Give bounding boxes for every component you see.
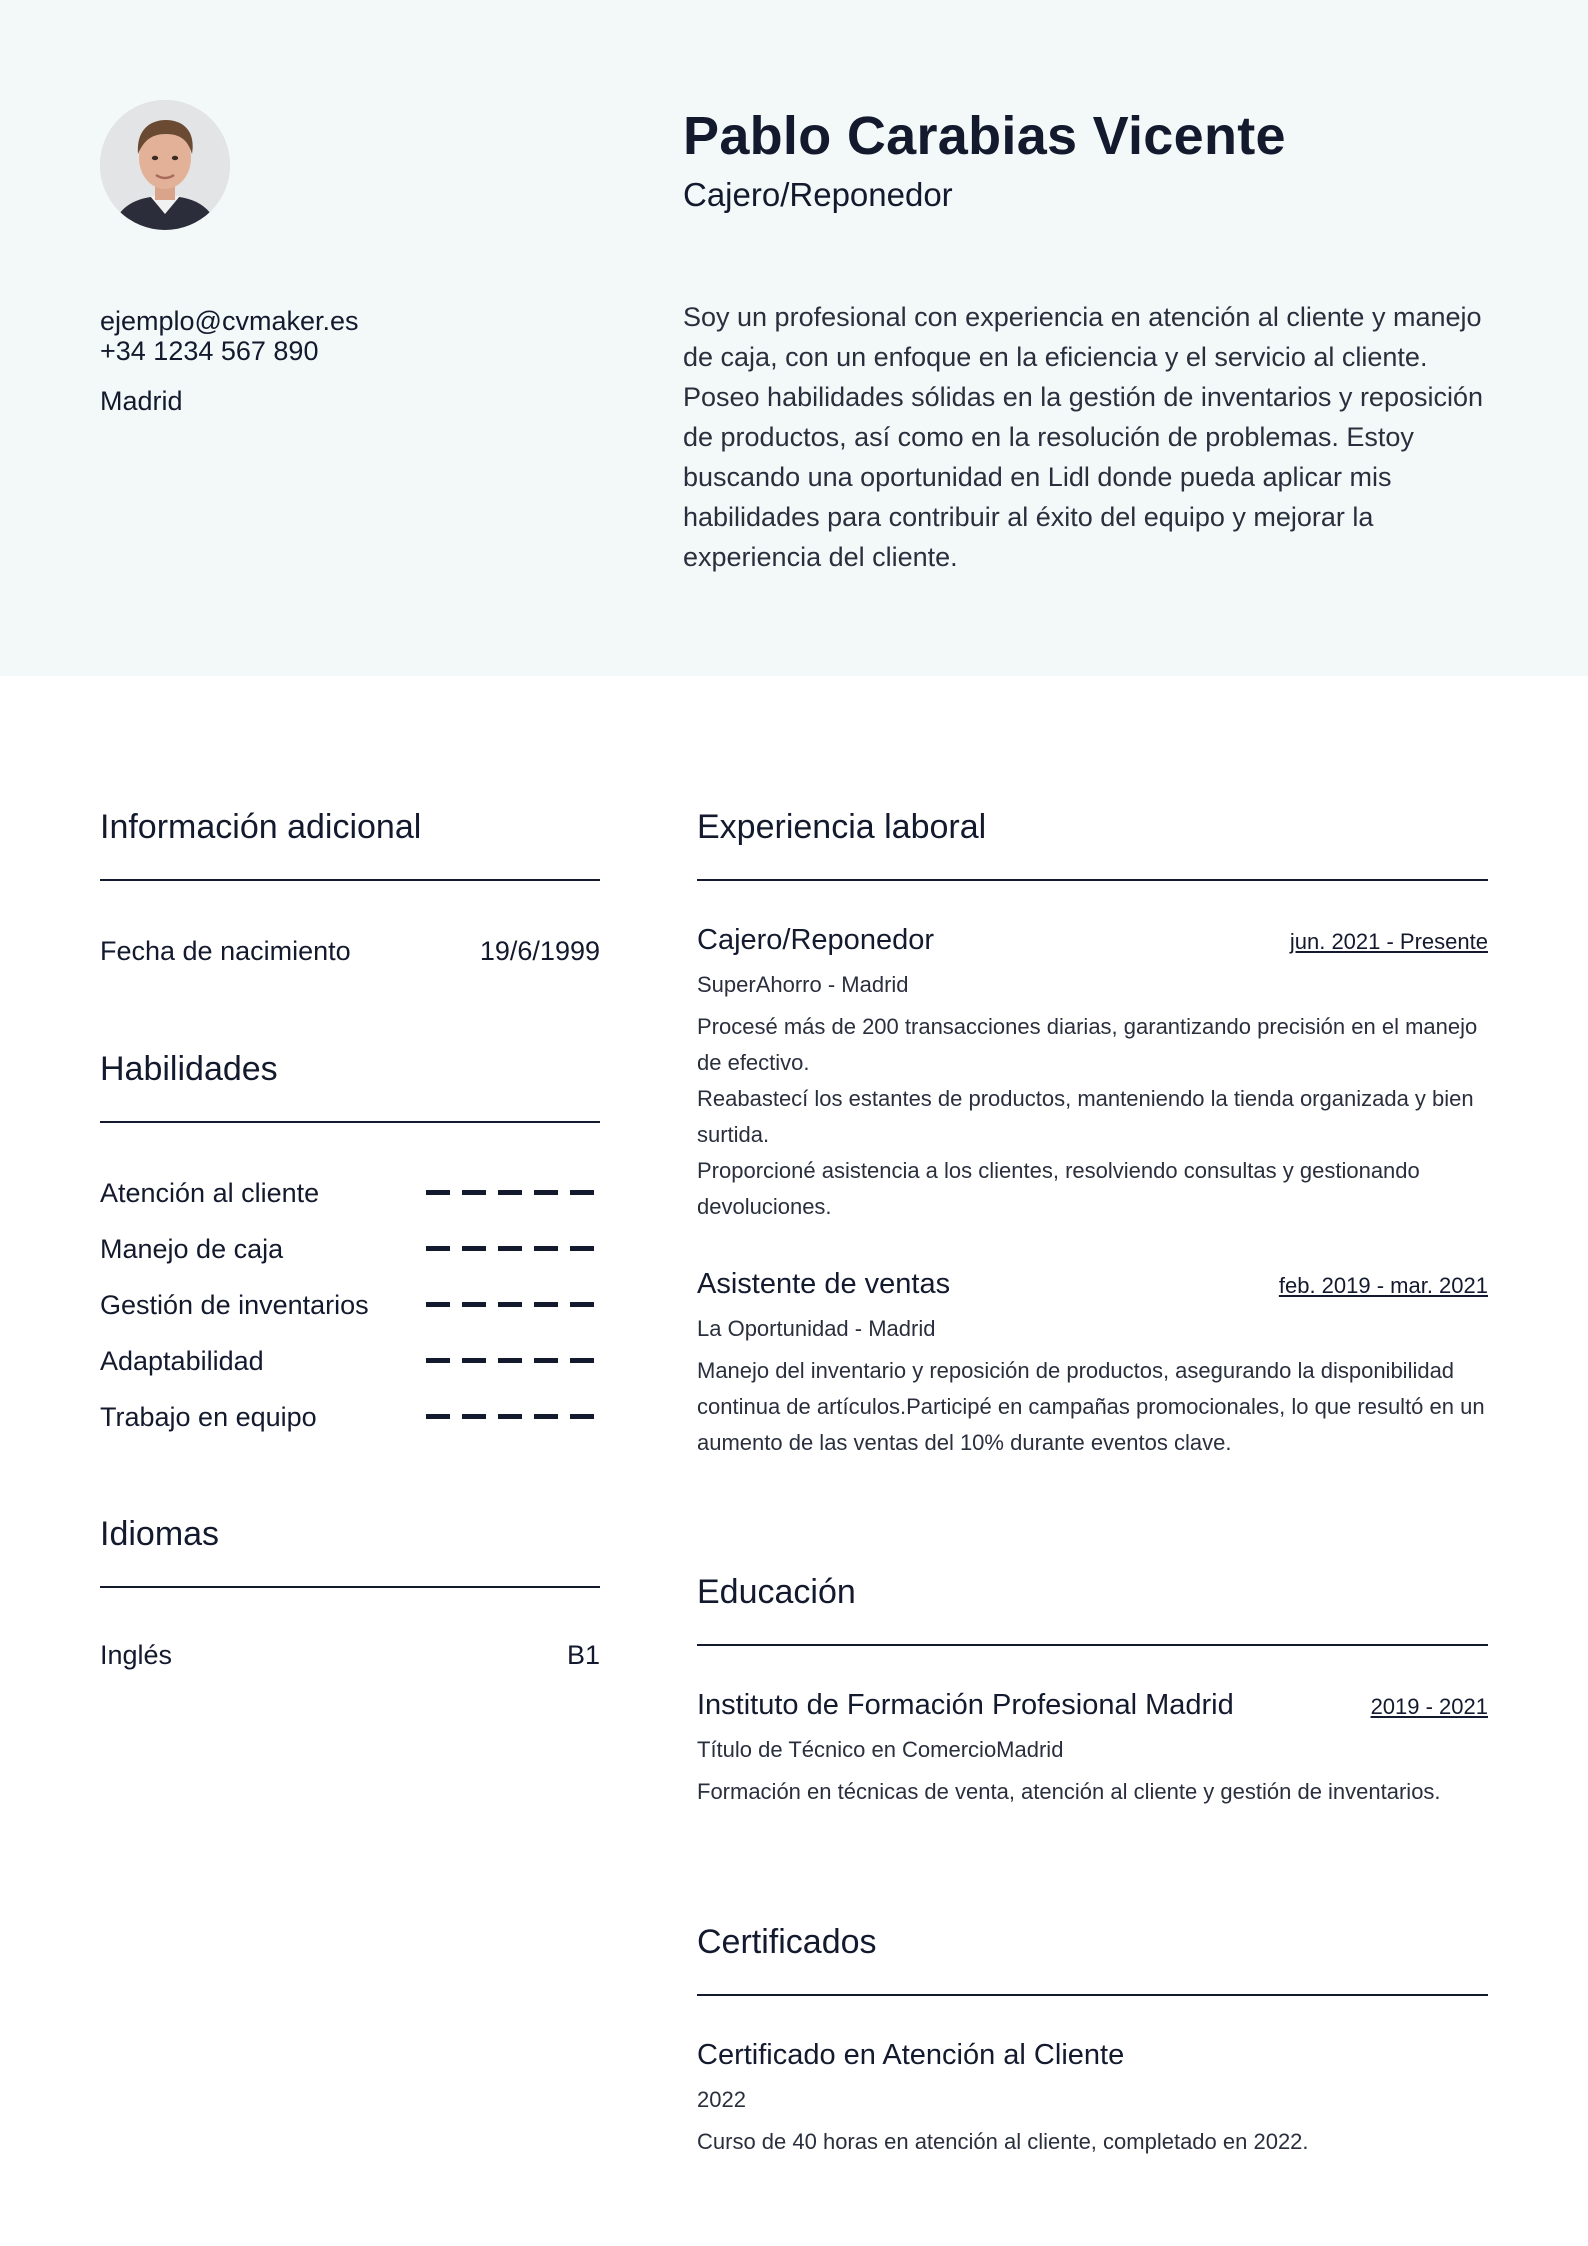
section-title-education: Educación — [697, 1573, 856, 1611]
skill-label: Adaptabilidad — [100, 1346, 264, 1376]
language-label: Inglés — [100, 1640, 173, 1670]
skill-level-dash — [570, 1190, 594, 1195]
birth-date-row — [100, 936, 600, 967]
skill-level-dash — [462, 1358, 486, 1363]
skill-level — [426, 1414, 594, 1419]
skill-label: Atención al cliente — [100, 1178, 320, 1208]
phone-text[interactable]: +34 1234 567 890 — [100, 336, 319, 366]
email-text[interactable]: ejemplo@cvmaker.es — [100, 306, 359, 336]
job-date: feb. 2019 - mar. 2021 — [1278, 1273, 1488, 1298]
skill-row — [100, 1178, 600, 1208]
skill-level-dash — [534, 1302, 558, 1307]
location-text: Madrid — [100, 386, 183, 416]
skill-row — [100, 1234, 600, 1264]
education-title: Instituto de Formación Profesional Madrid — [697, 1689, 1234, 1721]
skill-level-dash — [426, 1414, 450, 1419]
skill-level-dash — [462, 1246, 486, 1251]
skill-level — [426, 1358, 594, 1363]
skill-level-dash — [570, 1302, 594, 1307]
skill-row — [100, 1290, 600, 1320]
job-description — [697, 1009, 1488, 1225]
candidate-title: Cajero/Reponedor — [683, 176, 953, 213]
skill-level-dash — [426, 1358, 450, 1363]
skill-level-dash — [498, 1246, 522, 1251]
skill-level — [426, 1190, 594, 1195]
skill-label: Trabajo en equipo — [100, 1402, 317, 1432]
job-title: Cajero/Reponedor — [697, 924, 934, 956]
skill-level-dash — [570, 1414, 594, 1419]
education-date: 2019 - 2021 — [1370, 1694, 1488, 1719]
job-company: La Oportunidad - Madrid — [697, 1316, 936, 1341]
skill-level-dash — [498, 1302, 522, 1307]
section-divider — [100, 1121, 600, 1123]
skill-label: Manejo de caja — [100, 1234, 284, 1264]
skill-level-dash — [462, 1414, 486, 1419]
skill-level-dash — [462, 1302, 486, 1307]
education-degree: Título de Técnico en ComercioMadrid — [697, 1737, 1064, 1762]
skill-level-dash — [534, 1414, 558, 1419]
job-description-line: Manejo del inventario y reposición de productos, asegurando la disponibilidad continua de artículos.Participé en campañas promocionales, lo que resultó en un aumento de las ventas del 10% durante eventos clave. — [697, 1358, 1485, 1455]
avatar — [100, 100, 230, 230]
birth-date-label: Fecha de nacimiento — [100, 936, 351, 966]
skill-level-dash — [426, 1246, 450, 1251]
skill-level — [426, 1302, 594, 1307]
skill-level-dash — [534, 1190, 558, 1195]
skill-level-dash — [462, 1190, 486, 1195]
section-title-certificates: Certificados — [697, 1923, 877, 1961]
section-title-skills: Habilidades — [100, 1050, 278, 1088]
profile-summary: Soy un profesional con experiencia en atención al cliente y manejo de caja, con un enfoque en la eficiencia y el servicio al cliente. Poseo habilidades sólidas en la gestión de inventarios y reposición de productos, así como en la resolución de problemas. Estoy buscando una oportunidad en Lidl donde pueda aplicar mis habilidades para contribuir al éxito del equipo y mejorar la experiencia del cliente. — [683, 302, 1484, 572]
section-divider — [100, 879, 600, 881]
job-description-line: Proporcioné asistencia a los clientes, resolviendo consultas y gestionando devoluciones. — [697, 1158, 1420, 1219]
section-title-experience: Experiencia laboral — [697, 808, 987, 846]
person-photo-icon — [100, 100, 230, 230]
skill-label: Gestión de inventarios — [100, 1290, 369, 1320]
birth-date-value: 19/6/1999 — [479, 936, 600, 966]
job-title: Asistente de ventas — [697, 1268, 951, 1300]
skill-level-dash — [426, 1190, 450, 1195]
language-row — [100, 1640, 600, 1671]
skill-row — [100, 1346, 600, 1376]
skill-level-dash — [498, 1190, 522, 1195]
section-divider — [697, 1994, 1488, 1996]
job-description-line: Procesé más de 200 transacciones diarias, garantizando precisión en el manejo de efectivo. — [697, 1014, 1478, 1075]
certificate-description: Curso de 40 horas en atención al cliente, completado en 2022. — [697, 2129, 1309, 2154]
section-title-additional-info: Información adicional — [100, 808, 422, 846]
job-description-line: Reabastecí los estantes de productos, manteniendo la tienda organizada y bien surtida. — [697, 1086, 1474, 1147]
section-divider — [697, 1644, 1488, 1646]
skill-level-dash — [534, 1358, 558, 1363]
section-title-languages: Idiomas — [100, 1515, 220, 1553]
skill-level-dash — [570, 1246, 594, 1251]
certificate-year: 2022 — [697, 2087, 746, 2112]
skill-level-dash — [570, 1358, 594, 1363]
candidate-name: Pablo Carabias Vicente — [683, 106, 1286, 166]
language-level: B1 — [566, 1640, 600, 1670]
job-description — [697, 1353, 1488, 1461]
skill-level-dash — [426, 1302, 450, 1307]
skill-level-dash — [498, 1414, 522, 1419]
education-description: Formación en técnicas de venta, atención al cliente y gestión de inventarios. — [697, 1779, 1441, 1804]
skill-level — [426, 1246, 594, 1251]
skill-level-dash — [498, 1358, 522, 1363]
section-divider — [100, 1586, 600, 1588]
skill-level-dash — [534, 1246, 558, 1251]
certificate-title: Certificado en Atención al Cliente — [697, 2039, 1125, 2071]
contact-block — [100, 306, 359, 416]
skill-row — [100, 1402, 600, 1432]
job-company: SuperAhorro - Madrid — [697, 972, 909, 997]
job-date: jun. 2021 - Presente — [1289, 929, 1488, 954]
section-divider — [697, 879, 1488, 881]
